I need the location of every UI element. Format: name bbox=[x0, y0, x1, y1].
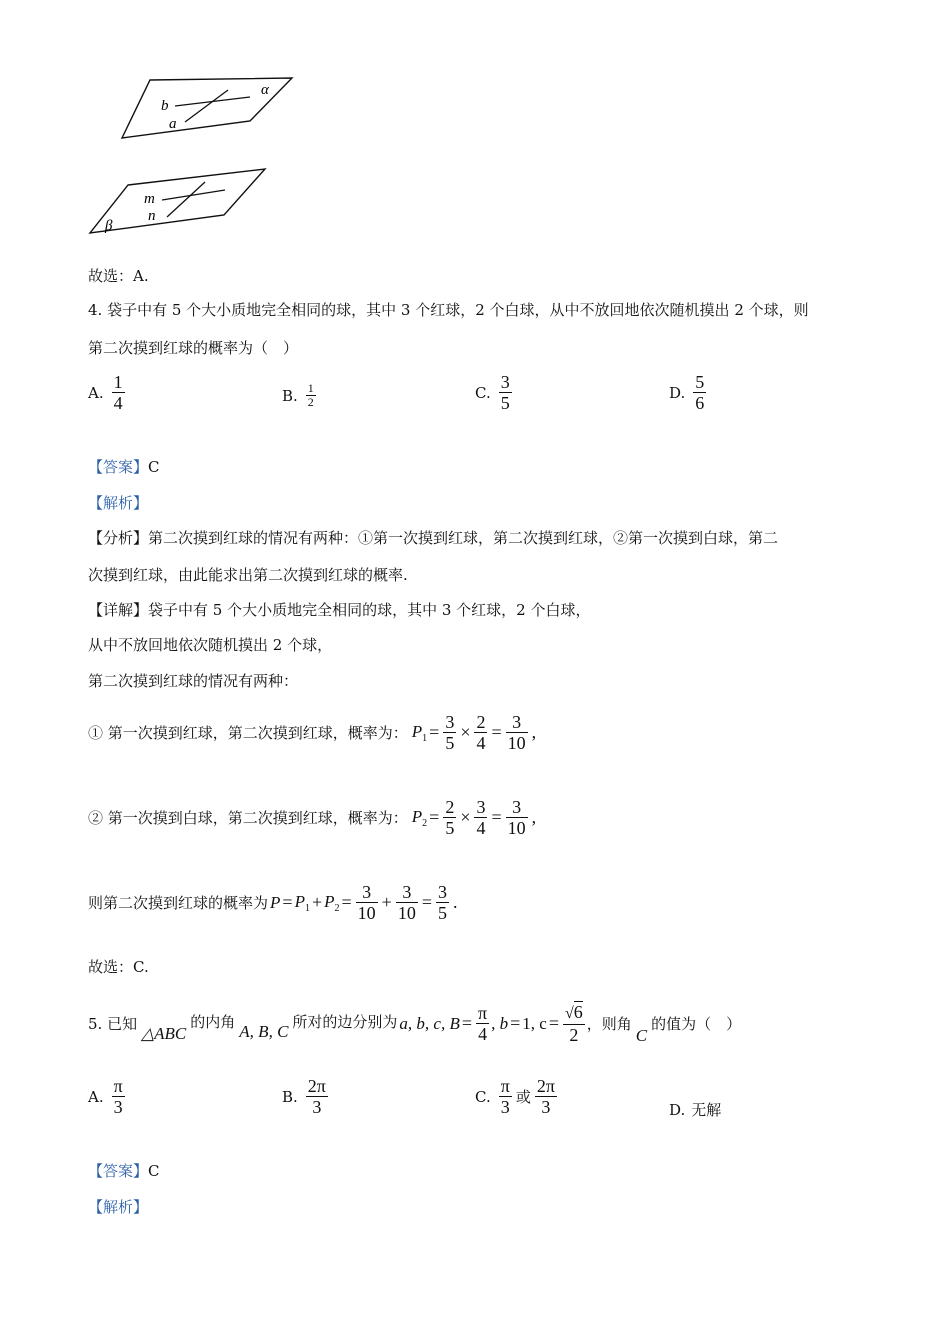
q4-fenxi-line2: 次摸到红球，由此能求出第二次摸到红球的概率. bbox=[88, 566, 408, 584]
q4-case2: ② 第一次摸到白球，第二次摸到红球，概率为： $P_2$ = $\frac{2}{5}$ × $\frac{3}{4}$ = $\frac{3}{10}$ , bbox=[88, 797, 537, 838]
q4-xiangjie-line1 bbox=[88, 600, 591, 620]
option-text: 无解 bbox=[691, 1101, 722, 1119]
label-a: a bbox=[169, 116, 177, 132]
xiangjie-text: 袋子中有 5 个大小质地完全相同的球，其中 3 个红球，2 个白球， bbox=[148, 601, 591, 619]
fraction: $\frac{3}{10}$ bbox=[507, 797, 526, 838]
answer-value: C bbox=[148, 1162, 160, 1180]
case2-p: $P_2$ bbox=[411, 806, 428, 829]
geometry-figure bbox=[85, 70, 305, 240]
label-b: b bbox=[161, 98, 169, 114]
q4-option-a[interactable] bbox=[88, 372, 127, 413]
answer-tag: 【答案】 bbox=[88, 458, 149, 476]
fraction: $\frac{3}{10}$ bbox=[507, 712, 526, 753]
answer-tag: 【答案】 bbox=[88, 1162, 149, 1180]
option-label: B. bbox=[282, 1087, 298, 1106]
q5-option-c[interactable] bbox=[475, 1076, 559, 1117]
label-alpha: α bbox=[261, 82, 269, 98]
q3-conclusion: 故选：A. bbox=[88, 267, 149, 285]
fraction: $\frac{5}{6}$ bbox=[695, 372, 705, 413]
line-a bbox=[185, 90, 228, 122]
fenxi-tag: 【分析】 bbox=[88, 529, 149, 547]
q4-line3: 第二次摸到红球的情况有两种： bbox=[88, 672, 299, 690]
line-m bbox=[162, 190, 225, 200]
q5-option-d[interactable] bbox=[669, 1100, 721, 1120]
fraction: $\frac{\pi}{4}$ bbox=[478, 1003, 488, 1044]
xiangjie-tag: 【详解】 bbox=[88, 601, 149, 619]
fraction: $\frac{3}{10}$ bbox=[357, 882, 376, 923]
q4-stem-line2: 第二次摸到红球的概率为（ ） bbox=[88, 339, 299, 357]
option-label: B. bbox=[282, 386, 298, 405]
fenxi-text: 第二次摸到红球的情况有两种：①第一次摸到红球，第二次摸到红球，②第一次摸到白球，第二 bbox=[148, 529, 779, 547]
fraction: $\frac{2\pi}{3}$ bbox=[536, 1076, 555, 1117]
q4-total: 则第二次摸到红球的概率为 P = $P_1$ + $P_2$ = $\frac{3}{10}$ + $\frac{3}{10}$ = $\frac{3}{5}$ . bbox=[88, 882, 458, 923]
q5-answer bbox=[88, 1161, 160, 1181]
q4-analysis-tag: 【解析】 bbox=[88, 494, 149, 512]
fraction: $\frac{3}{5}$ bbox=[445, 712, 455, 753]
fraction: $\frac{1}{2}$ bbox=[307, 381, 314, 409]
option-label: C. bbox=[475, 383, 491, 402]
fraction: $\frac{2}{4}$ bbox=[476, 712, 486, 753]
or-text: 或 bbox=[515, 1087, 531, 1106]
fraction: $\frac{3}{4}$ bbox=[476, 797, 486, 838]
q4-option-d[interactable] bbox=[669, 372, 708, 413]
fraction: $\frac{2}{5}$ bbox=[445, 797, 455, 838]
q4-option-c[interactable] bbox=[475, 372, 514, 413]
line-n bbox=[167, 182, 205, 217]
label-m: m bbox=[144, 191, 155, 207]
case1-p: $P_1$ bbox=[411, 721, 428, 744]
fraction: $\frac{3}{5}$ bbox=[500, 372, 510, 413]
fraction: $\frac{2\pi}{3}$ bbox=[307, 1076, 326, 1117]
q4-conclusion: 故选：C. bbox=[88, 958, 149, 976]
total-text: 则第二次摸到红球的概率为 bbox=[88, 893, 269, 912]
q5-analysis-tag: 【解析】 bbox=[88, 1198, 149, 1216]
answer-value: C bbox=[148, 458, 160, 476]
option-label: C. bbox=[475, 1087, 491, 1106]
case1-text: ① 第一次摸到红球，第二次摸到红球，概率为： bbox=[88, 723, 408, 742]
fraction: $\frac{3}{5}$ bbox=[437, 882, 447, 923]
q5-option-a[interactable] bbox=[88, 1076, 127, 1117]
option-label: D. bbox=[669, 1101, 686, 1119]
label-n: n bbox=[148, 208, 156, 224]
q4-case1: ① 第一次摸到红球，第二次摸到红球，概率为： $P_1$ = $\frac{3}{5}$ × $\frac{2}{4}$ = $\frac{3}{10}$ , bbox=[88, 712, 537, 753]
fraction: $\frac{3}{10}$ bbox=[397, 882, 416, 923]
option-label: D. bbox=[669, 383, 686, 402]
case2-text: ② 第一次摸到白球，第二次摸到红球，概率为： bbox=[88, 808, 408, 827]
q5-option-b[interactable] bbox=[282, 1076, 330, 1117]
plane-beta bbox=[90, 169, 265, 233]
q4-answer bbox=[88, 457, 160, 477]
q4-fenxi-line1 bbox=[88, 528, 778, 548]
triangle-abc: △ABC bbox=[141, 1023, 187, 1043]
label-beta: β bbox=[105, 218, 113, 234]
fraction: $\frac{\pi}{3}$ bbox=[500, 1076, 510, 1117]
q4-line2: 从中不放回地依次随机摸出 2 个球， bbox=[88, 636, 333, 654]
option-label: A. bbox=[88, 383, 104, 402]
q4-option-b[interactable] bbox=[282, 382, 318, 409]
option-label: A. bbox=[88, 1087, 104, 1106]
fraction-sqrt: $\frac{√6}{2}$ bbox=[564, 1002, 583, 1045]
q5-stem: 5. 已知 △ABC 的内角 A, B, C 所对的边分别为 a, b, c, B = $\frac{\pi}{4}$ , b = 1, c = $\frac{√6}{2}$ ，则角 C 的值为（ ） bbox=[88, 1002, 742, 1045]
fraction: $\frac{\pi}{3}$ bbox=[113, 1076, 123, 1117]
fraction: $\frac{1}{4}$ bbox=[113, 372, 123, 413]
q4-stem-line1: 4. 袋子中有 5 个大小质地完全相同的球，其中 3 个红球，2 个白球，从中不放回地依次随机摸出 2 个球，则 bbox=[88, 301, 809, 319]
